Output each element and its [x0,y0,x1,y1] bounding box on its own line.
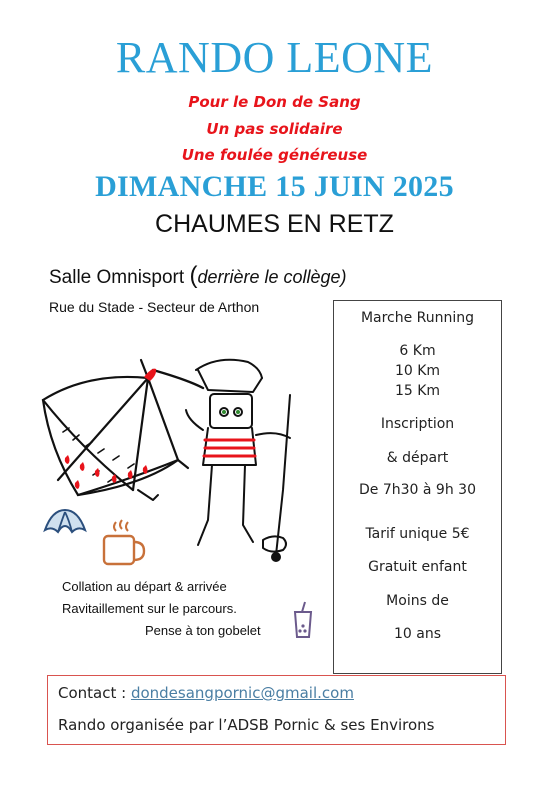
umbrella-icon [43,360,203,495]
info-less: Moins de [386,593,449,609]
event-place: CHAUMES EN RETZ [155,210,394,238]
tagline-2: Un pas solidaire [206,120,343,138]
tagline-3: Une foulée généreuse [181,146,368,164]
distance-10km: 10 Km [394,363,441,379]
info-depart: & départ [386,450,449,466]
info-inscription: Inscription [380,416,455,432]
event-date: DIMANCHE 15 JUIN 2025 [95,170,454,203]
coffee-cup-icon [98,518,148,570]
distance-15km: 15 Km [394,383,441,399]
note-gobelet: Pense à ton gobelet [145,623,261,638]
info-price: Tarif unique 5€ [365,526,470,542]
contact-line [58,684,354,702]
venue [49,262,347,290]
venue-detail: derrière le collège) [197,267,347,287]
info-category: Marche Running [360,310,475,326]
distance-6km: 6 Km [399,343,436,359]
info-hours: De 7h30 à 9h 30 [359,482,476,498]
bubble-tea-icon [292,600,314,640]
walker-illustration [38,350,308,580]
street-address: Rue du Stade - Secteur de Arthon [49,299,260,315]
croissant-icon [42,506,88,540]
poster-title: RANDO LEONE [115,33,434,82]
organizer-line: Rando organisée par l’ADSB Pornic & ses Environs [58,716,435,734]
venue-name: Salle Omnisport [49,267,185,288]
info-age: 10 ans [393,626,441,642]
venue-paren: ( [189,262,198,289]
note-collation: Collation au départ & arrivée [62,579,227,594]
contact-email-link[interactable]: dondesangpornic@gmail.com [130,684,354,702]
note-ravitaillement: Ravitaillement sur le parcours. [62,601,237,616]
contact-label: Contact : [58,684,131,702]
info-free: Gratuit enfant [368,559,467,575]
tagline-1: Pour le Don de Sang [188,93,361,111]
